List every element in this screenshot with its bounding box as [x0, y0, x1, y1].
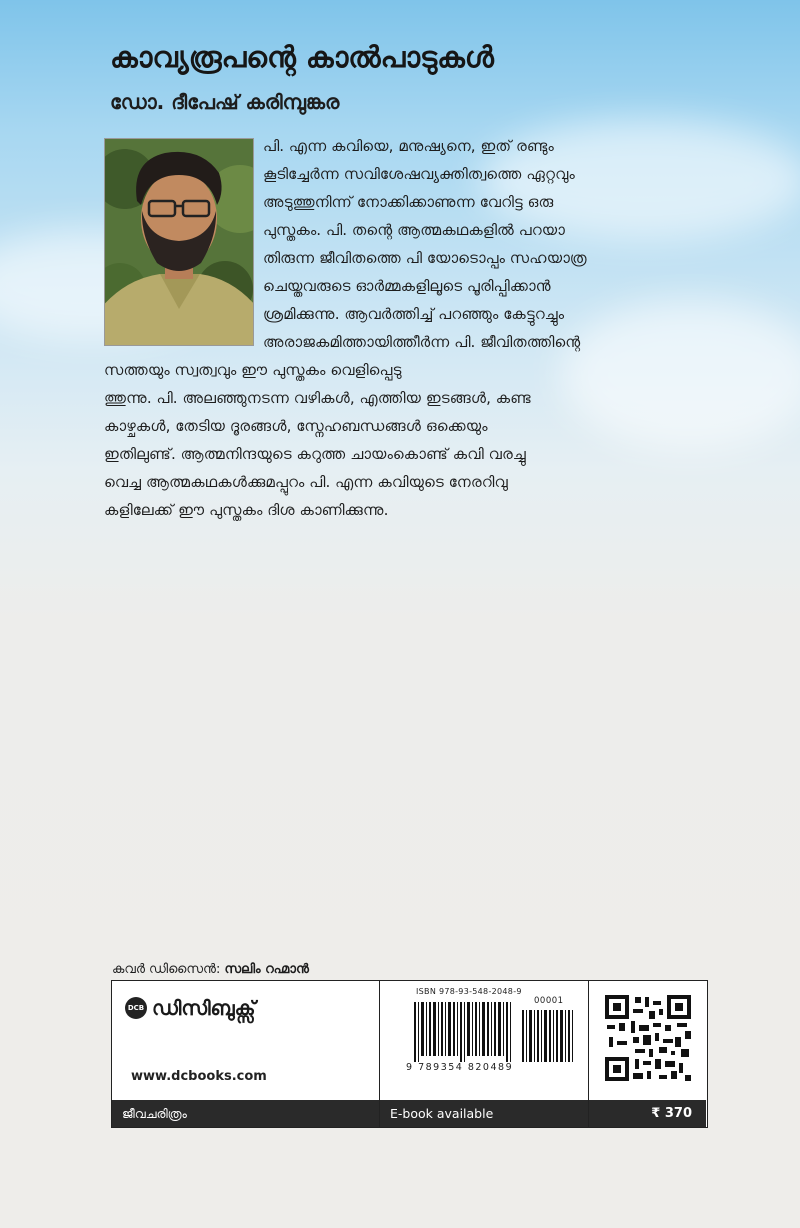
blurb-line: തിരുന്ന ജീവിതത്തെ പി യോടൊപ്പം സഹയാത്ര	[263, 249, 587, 267]
blurb-line: ത്തുന്നു. പി. അലഞ്ഞുനടന്ന വഴികള്‍, എത്തിയ ഇടങ്ങള്‍, കണ്ട	[104, 389, 531, 407]
barcode-cell	[380, 981, 589, 1127]
blurb-line: ശ്രമിക്കുന്നു. ആവര്‍ത്തിച്ച് പറഞ്ഞും കേട്ടുറച്ചും	[263, 305, 565, 323]
isbn-label: ISBN 978-93-548-2048-9	[416, 987, 522, 996]
blurb-line: ഇതിലുണ്ട്. ആത്മനിന്ദയുടെ കറുത്ത ചായംകൊണ്ട് കവി വരച്ചു	[104, 445, 526, 463]
book-title: കാവ്യരൂപന്റെ കാല്‍പാടുകള്‍	[110, 40, 494, 74]
publisher-panel	[111, 980, 708, 1128]
publisher-logo	[125, 996, 255, 1020]
credit-name: സലിം റഹ്മാന്‍	[224, 962, 309, 977]
credit-label: കവര്‍ ഡിസൈന്‍:	[112, 962, 221, 977]
blurb-line: കൂടിച്ചേര്‍ന്ന സവിശേഷവ്യക്തിത്വത്തെ ഏറ്റവും	[263, 165, 575, 183]
blurb-line: സത്തയും സ്വത്വവും ഈ പുസ്തകം വെളിപ്പെടു	[104, 361, 402, 379]
publisher-name: ഡിസിബുക്സ്	[152, 996, 256, 1020]
ebook-availability: E-book available	[380, 1100, 588, 1127]
blurb-line: കാഴ്ചകള്‍, തേടിയ ദൂരങ്ങള്‍, സ്നേഹബന്ധങ്ങള്‍ ഒക്കെയും	[104, 417, 488, 435]
blurb-line: കളിലേക്ക് ഈ പുസ്തകം ദിശ കാണിക്കുന്നു.	[104, 501, 389, 519]
barcode-addon-number: 00001	[534, 996, 564, 1006]
blurb-line: ചെയ്തവരുടെ ഓര്‍മ്മകളിലൂടെ പൂരിപ്പിക്കാന്‍	[263, 277, 551, 295]
qr-code-icon	[603, 993, 693, 1083]
book-blurb	[104, 132, 696, 524]
book-price: ₹ 370	[589, 1100, 706, 1127]
book-category: ജീവചരിത്രം	[112, 1100, 379, 1127]
book-author: ഡോ. ദീപേഷ് കരിമ്പുങ്കര	[110, 90, 340, 114]
blurb-line: അടുത്തുനിന്ന് നോക്കിക്കാണുന്ന വേറിട്ട ഒരു	[263, 193, 554, 211]
barcode-icon	[414, 1002, 578, 1062]
blurb-line: അരാജകമിത്തായിത്തീര്‍ന്ന പി. ജീവിതത്തിന്റെ	[263, 333, 581, 351]
publisher-cell	[112, 981, 380, 1127]
blurb-line: പി. എന്ന കവിയെ, മനുഷ്യനെ, ഇത് രണ്ടും	[263, 137, 554, 155]
dc-logo-icon: DCB	[125, 997, 147, 1019]
cover-design-credit	[112, 962, 309, 977]
blurb-line: വെച്ച ആത്മകഥകള്‍ക്കുമപ്പുറം പി. എന്ന കവിയുടെ നേരറിവു	[104, 473, 508, 491]
publisher-website: www.dcbooks.com	[131, 1069, 267, 1084]
blurb-line: പുസ്തകം. പി. തന്റെ ആത്മകഥകളില്‍ പറയാ	[263, 221, 565, 239]
barcode-digits: 9 789354 820489	[406, 1062, 514, 1073]
qr-price-cell	[589, 981, 706, 1127]
